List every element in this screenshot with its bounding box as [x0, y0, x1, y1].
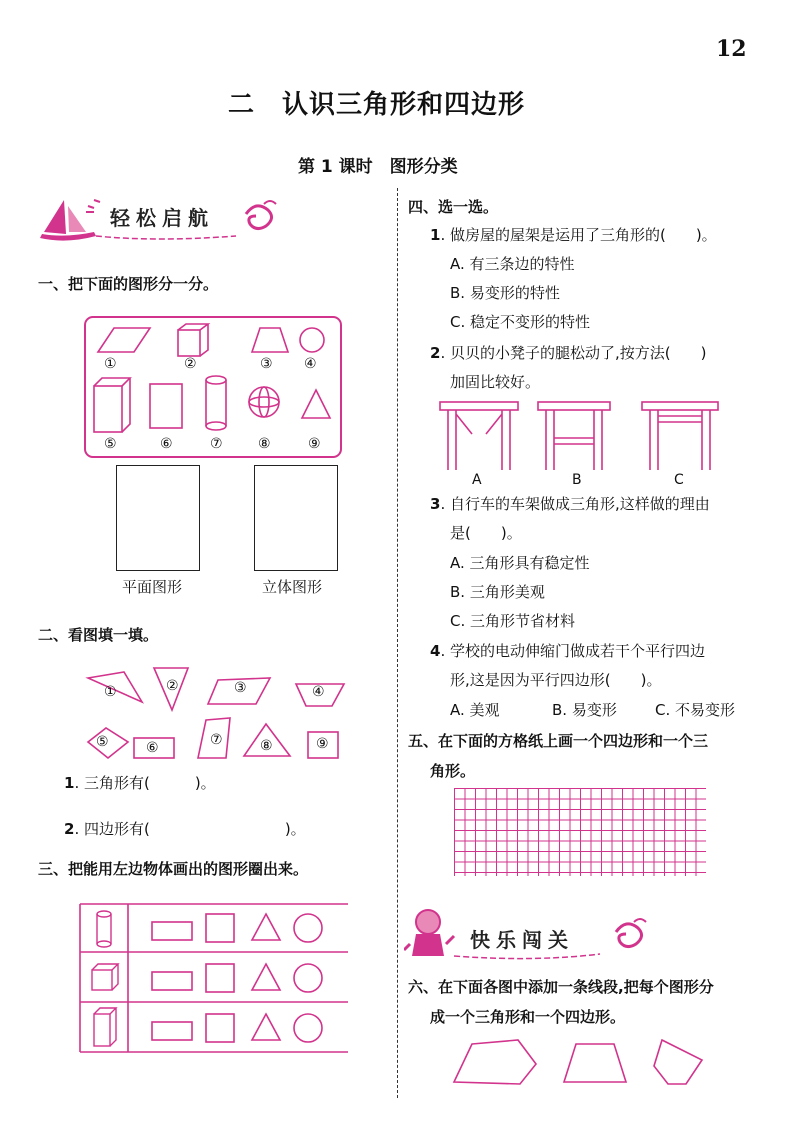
- q4-s2: [430, 342, 706, 363]
- q2-label-4: ④: [312, 684, 325, 700]
- q1-label-9: ⑨: [308, 436, 321, 452]
- q3-table-drawing: [78, 902, 350, 1054]
- q2-shapes: [84, 662, 346, 768]
- q2-label-8: ⑧: [260, 738, 273, 754]
- q2-heading: 二、看图填一填。: [38, 626, 159, 644]
- stool-label-c: C: [674, 472, 684, 488]
- q3-heading: 三、把能用左边物体画出的图形圈出来。: [38, 860, 309, 878]
- page-number: 12: [716, 36, 747, 62]
- q4-s2-text2: 加固比较好。: [450, 373, 541, 391]
- chapter-title: 二 认识三角形和四边形: [228, 90, 526, 120]
- q5-heading: 五、在下面的方格纸上画一个四边形和一个三: [408, 732, 709, 750]
- q1-label-7: ⑦: [210, 436, 223, 452]
- q1-shape-panel: [84, 316, 342, 458]
- q4-s4-text[interactable]: . 学校的电动伸缩门做成若干个平行四边: [440, 642, 705, 660]
- q1-label-1: ①: [104, 356, 117, 372]
- q4-s3-option-b[interactable]: B. 三角形美观: [450, 583, 545, 601]
- q2-label-3: ③: [234, 680, 247, 696]
- q2-item1-num: 1: [64, 774, 75, 792]
- q6-shapes[interactable]: [448, 1036, 716, 1088]
- q3-table: [78, 902, 350, 1054]
- q1-label-6: ⑥: [160, 436, 173, 452]
- q4-s1-option-a[interactable]: A. 有三条边的特性: [450, 255, 575, 273]
- q6-heading2: 成一个三角形和一个四边形。: [430, 1008, 626, 1026]
- q2-item2-num: 2: [64, 820, 75, 838]
- q1-heading: 一、把下面的图形分一分。: [38, 275, 219, 293]
- q4-s1: [430, 224, 717, 245]
- q5-heading2: 角形。: [430, 762, 476, 780]
- q4-s1-option-b[interactable]: B. 易变形的特性: [450, 284, 560, 302]
- grid-paper[interactable]: [454, 788, 706, 876]
- q6-shapes-drawing: [448, 1036, 716, 1088]
- q2-shapes-drawing: [84, 662, 346, 768]
- q2-label-7: ⑦: [210, 732, 223, 748]
- stool-drawing: [438, 398, 728, 474]
- q1-label-3: ③: [260, 356, 273, 372]
- q4-s3-option-c[interactable]: C. 三角形节省材料: [450, 612, 576, 630]
- q4-s3-num: 3: [430, 495, 441, 513]
- q1-label-4: ④: [304, 356, 317, 372]
- solid-shapes-label: 立体图形: [262, 578, 323, 596]
- q2-item2-text[interactable]: . 四边形有( )。: [74, 820, 306, 838]
- q4-s4-option-a[interactable]: A. 美观: [450, 701, 500, 719]
- q1-label-8: ⑧: [258, 436, 271, 452]
- q2-label-9: ⑨: [316, 736, 329, 752]
- banner-easy-start: [36, 192, 286, 248]
- q4-s3-option-a[interactable]: A. 三角形具有稳定性: [450, 554, 590, 572]
- q2-item1-text[interactable]: . 三角形有( )。: [74, 774, 216, 792]
- banner-happy-challenge: [404, 904, 670, 966]
- stool-figures: [438, 398, 728, 488]
- q2-label-6: ⑥: [146, 740, 159, 756]
- grid-lines: [454, 788, 706, 876]
- q4-s4-option-c[interactable]: C. 不易变形: [655, 701, 736, 719]
- q4-s1-text[interactable]: . 做房屋的屋架是运用了三角形的( )。: [440, 226, 717, 244]
- q2-item1: [64, 772, 216, 793]
- q2-label-5: ⑤: [96, 734, 109, 750]
- q4-s1-num: 1: [430, 226, 441, 244]
- q6-heading: 六、在下面各图中添加一条线段,把每个图形分: [408, 978, 714, 996]
- plane-shapes-label: 平面图形: [122, 578, 183, 596]
- banner-left-text: 轻松启航: [110, 206, 214, 230]
- q2-item2: [64, 818, 306, 839]
- q4-s3: [430, 493, 710, 514]
- stool-label-a: A: [472, 472, 482, 488]
- q4-s4-text2: 形,这是因为平行四边形( )。: [450, 671, 662, 689]
- column-divider: [397, 188, 398, 1098]
- swirl-icon: [616, 924, 642, 947]
- q4-s1-option-c[interactable]: C. 稳定不变形的特性: [450, 313, 591, 331]
- banner-right-text: 快乐闯关: [470, 928, 574, 952]
- q4-s4-num: 4: [430, 642, 441, 660]
- stool-label-b: B: [572, 472, 582, 488]
- q1-label-5: ⑤: [104, 436, 117, 452]
- q1-label-2: ②: [184, 356, 197, 372]
- q4-heading: 四、选一选。: [408, 198, 499, 216]
- q2-label-1: ①: [104, 684, 117, 700]
- q4-s3-text[interactable]: . 自行车的车架做成三角形,这样做的理由: [440, 495, 710, 513]
- q4-s4: [430, 640, 705, 661]
- q4-s2-text[interactable]: . 贝贝的小凳子的腿松动了,按方法( ): [440, 344, 707, 362]
- q4-s4-option-b[interactable]: B. 易变形: [552, 701, 617, 719]
- q4-s3-text2: 是( )。: [450, 524, 522, 542]
- solid-shapes-box[interactable]: [254, 465, 338, 571]
- plane-shapes-box[interactable]: [116, 465, 200, 571]
- lesson-title: 第 1 课时 图形分类: [298, 157, 458, 177]
- swirl-icon: [246, 206, 272, 229]
- q4-s2-num: 2: [430, 344, 441, 362]
- q2-label-2: ②: [166, 678, 179, 694]
